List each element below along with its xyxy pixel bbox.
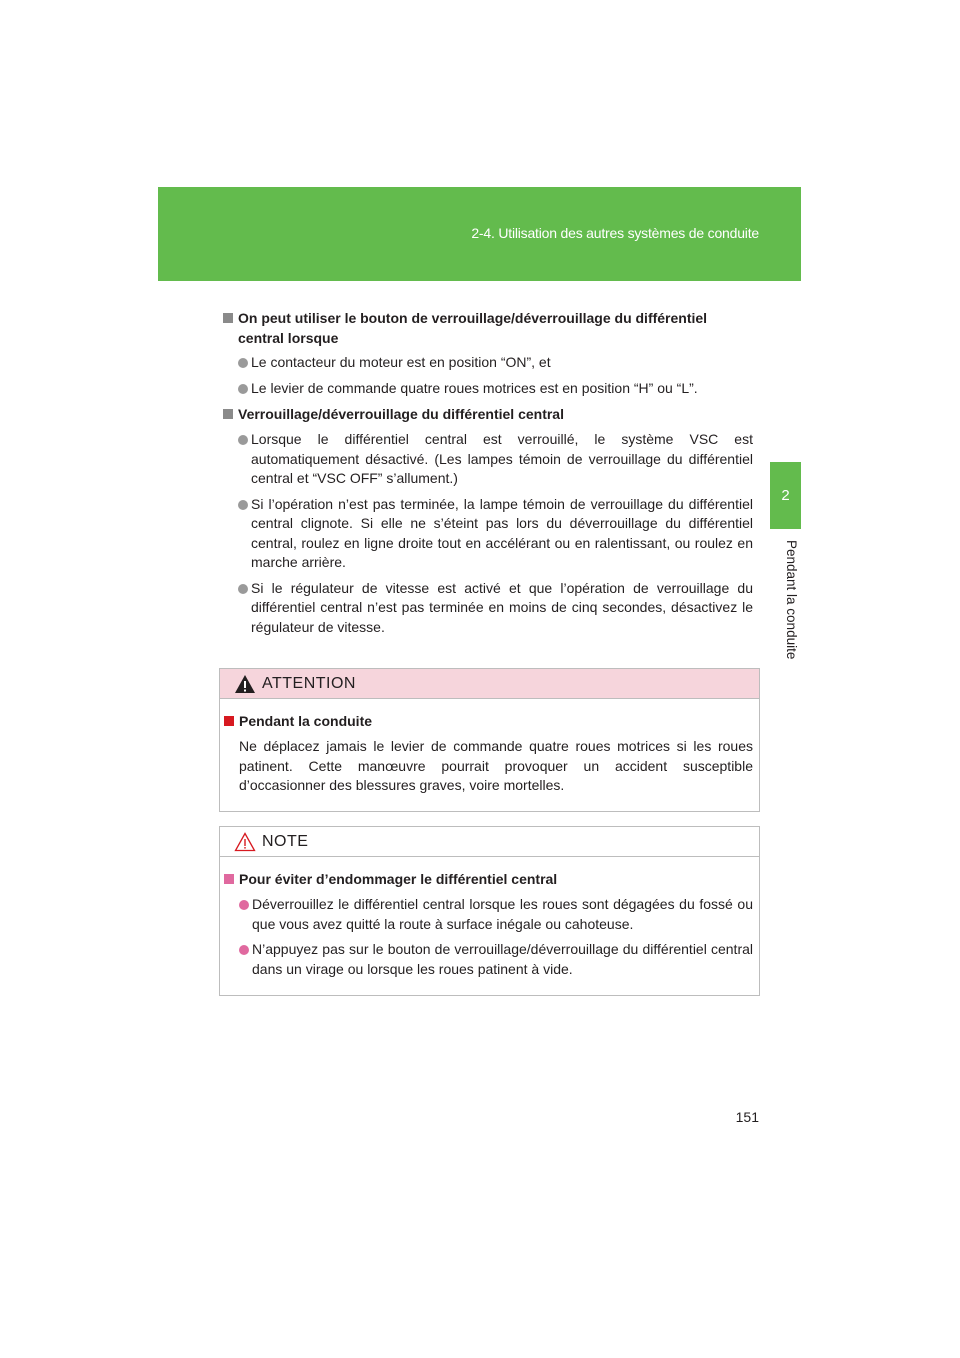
page-number: 151 (735, 1109, 759, 1125)
list-item: Si le régulateur de vitesse est activé et que l’opération de verrouillage du différentiel central n’est pas terminée en moins de cinq secondes, désactivez le régulateur de vitesse. (223, 579, 753, 638)
chapter-number: 2 (781, 487, 790, 504)
square-bullet-icon (223, 313, 233, 323)
bullet-icon (238, 500, 248, 510)
chapter-tab (770, 462, 801, 529)
section-heading: Verrouillage/déverrouillage du différentiel central (223, 404, 753, 424)
attention-heading: Pendant la conduite (224, 711, 753, 731)
note-heading: Pour éviter d’endommager le différentiel central (224, 869, 753, 889)
square-bullet-icon (224, 716, 234, 726)
caution-icon (234, 832, 256, 852)
square-bullet-icon (223, 409, 233, 419)
section-heading: On peut utiliser le bouton de verrouillage/déverrouillage du différentiel central lorsque (223, 308, 753, 348)
list-item: N’appuyez pas sur le bouton de verrouillage/déverrouillage du différentiel central dans un virage ou lorsque les roues patinent à vide. (224, 940, 753, 979)
section-title: 2-4. Utilisation des autres systèmes de conduite (471, 225, 759, 241)
section-conditions (223, 308, 753, 398)
chapter-label: Pendant la conduite (784, 540, 799, 660)
bullet-icon (238, 358, 248, 368)
attention-box (219, 668, 760, 812)
attention-title: ATTENTION (262, 674, 356, 692)
section-lock-unlock (223, 404, 753, 637)
header-band (158, 187, 801, 281)
note-title: NOTE (262, 832, 309, 850)
bullet-icon (239, 900, 249, 910)
attention-text: Ne déplacez jamais le levier de commande quatre roues motrices si les roues patinent. Cette manœuvre pourrait provoquer un accident susceptible d’occasionner des blessures graves, voire mortelles. (239, 738, 753, 793)
attention-body (220, 699, 759, 812)
list-item: Déverrouillez le différentiel central lorsque les roues sont dégagées du fossé ou que vous avez quitté la route à surface inégale ou cahoteuse. (224, 895, 753, 934)
attention-header (220, 669, 759, 699)
bullet-icon (238, 384, 248, 394)
list-item: Si l’opération n’est pas terminée, la lampe témoin de verrouillage du différentiel central clignote. Si elle ne s’éteint pas lors du déverrouillage du différentiel central, roulez en ligne droite tout en accélérant ou en ralentissant, ou roulez en marche arrière. (223, 495, 753, 573)
list-item: Lorsque le différentiel central est verrouillé, le système VSC est automatiquement désactivé. (Les lampes témoin de verrouillage du différentiel central et “VSC OFF” s’allument.) (223, 430, 753, 489)
note-box (219, 826, 760, 996)
bullet-icon (238, 584, 248, 594)
bullet-icon (238, 435, 248, 445)
square-bullet-icon (224, 874, 234, 884)
bullet-icon (239, 945, 249, 955)
list-item: Le contacteur du moteur est en position “ON”, et (223, 353, 753, 373)
list-item: Le levier de commande quatre roues motrices est en position “H” ou “L”. (223, 379, 753, 399)
warning-icon (234, 674, 256, 694)
note-header (220, 827, 759, 857)
note-body (220, 857, 759, 995)
